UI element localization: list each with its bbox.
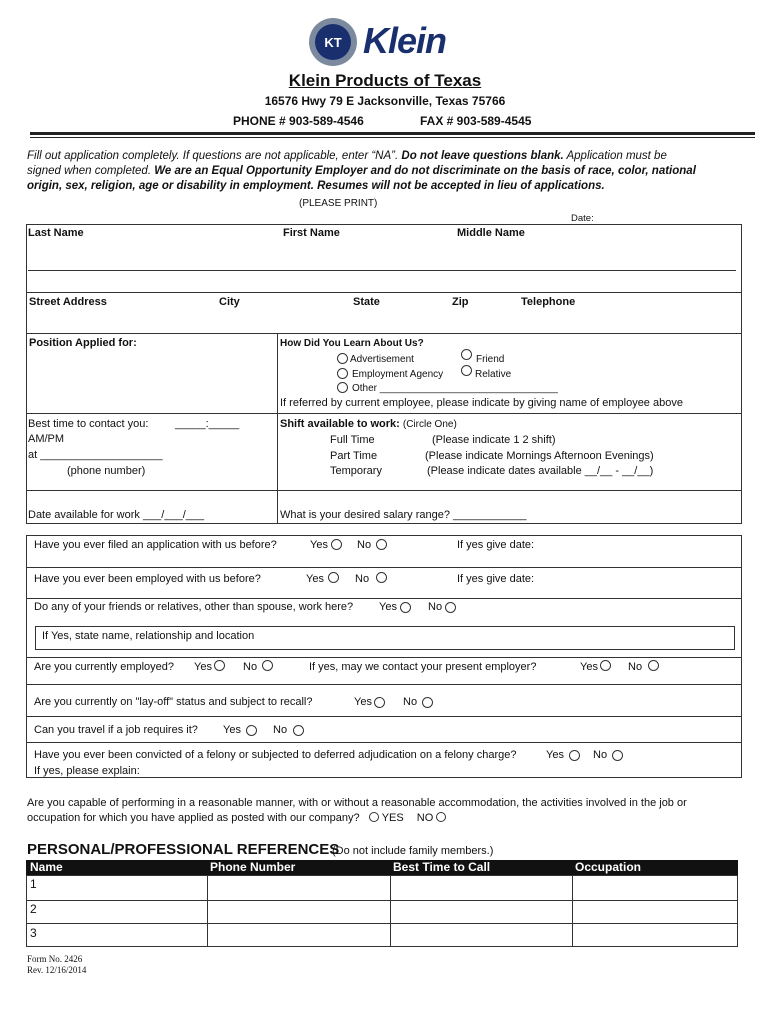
learn-about-label: How Did You Learn About Us? <box>280 338 424 349</box>
date-available-field[interactable]: Date available for work ___/___/___ <box>28 509 205 521</box>
q7-label: Have you ever been convicted of a felony or subjected to deferred adjudication on a felony charge? <box>34 749 517 761</box>
intro-text-3: signed when completed. <box>27 165 152 177</box>
company-address: 16576 Hwy 79 E Jacksonville, Texas 75766 <box>264 94 506 108</box>
form-number: Form No. 2426 <box>27 954 83 964</box>
q4b-no-label: No <box>628 661 643 673</box>
ref-col-name: Name <box>30 860 63 874</box>
q1-no-radio[interactable] <box>376 539 387 550</box>
friend-radio[interactable] <box>461 349 472 360</box>
state-label: State <box>353 296 380 308</box>
employment-agency-radio[interactable] <box>337 368 348 379</box>
q3-divider <box>26 657 742 658</box>
ref-col-divider-3 <box>572 875 573 947</box>
q1-no-label: No <box>357 539 372 551</box>
name-row-divider <box>26 292 742 293</box>
capability-line-2 <box>27 812 446 825</box>
q3-label: Do any of your friends or relatives, other than spouse, work here? <box>34 601 354 613</box>
q2-no-radio[interactable] <box>376 572 387 583</box>
logo-wordmark: Klein <box>363 20 447 61</box>
ref-row-divider-2 <box>26 923 738 924</box>
ref-row-1[interactable]: 1 <box>30 877 37 891</box>
q4b-no-radio[interactable] <box>648 660 659 671</box>
best-time-label: Best time to contact you: <box>28 418 149 430</box>
please-print: (PLEASE PRINT) <box>299 198 378 209</box>
q6-label: Can you travel if a job requires it? <box>34 724 198 736</box>
q6-yes-label: Yes <box>223 724 241 736</box>
other-radio[interactable] <box>337 382 348 393</box>
ampm-label: AM/PM <box>28 433 65 445</box>
position-row-divider <box>26 413 742 414</box>
relative-radio[interactable] <box>461 365 472 376</box>
q7-explain-label: If yes, please explain: <box>34 765 140 777</box>
temporary-option[interactable]: Temporary <box>330 465 382 477</box>
q2-no-label: No <box>355 573 370 585</box>
first-name-label: First Name <box>283 227 340 239</box>
capability-text: occupation for which you have applied as posted with our company? <box>27 812 360 824</box>
references-title: PERSONAL/PROFESSIONAL REFERENCES <box>27 841 340 858</box>
ref-row-2[interactable]: 2 <box>30 902 37 916</box>
shift-title: Shift available to work: <box>280 418 400 430</box>
q1-divider <box>26 567 742 568</box>
shift-label <box>280 418 457 431</box>
city-label: City <box>219 296 240 308</box>
q4b-yes-radio[interactable] <box>600 660 611 671</box>
q1-label: Have you ever filed an application with us before? <box>34 539 277 551</box>
q3-yes-label: Yes <box>379 601 397 613</box>
part-time-option[interactable]: Part Time <box>330 450 378 462</box>
relative-label: Relative <box>475 369 512 380</box>
ref-col-phone: Phone Number <box>210 860 296 874</box>
q4-yes-label: Yes <box>194 661 212 673</box>
temporary-note: (Please indicate dates available __/__ - __/__) <box>427 465 654 477</box>
advertisement-radio[interactable] <box>337 353 348 364</box>
references-table <box>26 860 738 947</box>
telephone-label: Telephone <box>521 296 576 308</box>
friend-label: Friend <box>476 354 505 365</box>
q6-no-label: No <box>273 724 288 736</box>
header-divider <box>30 132 755 135</box>
intro-line-3: origin, sex, religion, age or disability in employment. Resumes will not be accepted in lieu of applications. <box>27 180 605 192</box>
q4-no-label: No <box>243 661 258 673</box>
q4b-label: If yes, may we contact your present employer? <box>309 661 537 673</box>
intro-warning: Do not leave questions blank. <box>401 150 564 162</box>
part-time-note: (Please indicate Mornings Afternoon Evenings) <box>425 450 654 462</box>
q6-yes-radio[interactable] <box>246 725 257 736</box>
header-divider-thin <box>30 137 755 138</box>
position-label: Position Applied for: <box>29 337 137 349</box>
ref-row-3[interactable]: 3 <box>30 926 37 940</box>
circle-one-note: (Circle One) <box>402 419 457 430</box>
capability-no-label: NO <box>416 812 434 824</box>
best-time-field[interactable]: _____:_____ <box>175 418 240 430</box>
q5-no-radio[interactable] <box>422 697 433 708</box>
q4-divider <box>26 684 742 685</box>
q2-divider <box>26 598 742 599</box>
zip-label: Zip <box>452 296 469 308</box>
q3-detail-label: If Yes, state name, relationship and location <box>42 630 255 642</box>
full-time-option[interactable]: Full Time <box>330 434 375 446</box>
phone-number-label: (phone number) <box>67 465 146 477</box>
intro-text: Fill out application completely. If questions are not applicable, enter “NA”. <box>27 150 399 162</box>
q1-yes-radio[interactable] <box>331 539 342 550</box>
q4-label: Are you currently employed? <box>34 661 175 673</box>
q3-no-radio[interactable] <box>445 602 456 613</box>
last-name-label: Last Name <box>28 227 84 239</box>
ref-col-divider-2 <box>390 875 391 947</box>
ref-row-divider-1 <box>26 900 738 901</box>
company-name: Klein Products of Texas <box>288 71 482 90</box>
full-time-note: (Please indicate 1 2 shift) <box>432 434 556 446</box>
q5-no-label: No <box>403 696 418 708</box>
position-divider <box>277 333 278 524</box>
q3-no-label: No <box>428 601 443 613</box>
q1-date-label: If yes give date: <box>457 539 535 551</box>
intro-line-2 <box>27 165 696 178</box>
q5-divider <box>26 716 742 717</box>
q7-no-label: No <box>593 749 608 761</box>
ref-col-occupation: Occupation <box>575 860 642 874</box>
capability-line-1: Are you capable of performing in a reasonable manner, with or without a reasonable accommodation, the activities involved in the job or <box>27 797 687 809</box>
employment-agency-label: Employment Agency <box>352 369 444 380</box>
ref-col-best-time: Best Time to Call <box>393 860 491 874</box>
q2-yes-label: Yes <box>306 573 324 585</box>
intro-text-2: Application must be <box>566 150 667 162</box>
q5-yes-radio[interactable] <box>374 697 385 708</box>
references-note: (Do not include family members.) <box>332 845 494 857</box>
capability-yes-radio[interactable] <box>369 812 379 822</box>
name-field-line[interactable] <box>28 270 736 271</box>
q3-yes-radio[interactable] <box>400 602 411 613</box>
q6-no-radio[interactable] <box>293 725 304 736</box>
date-label: Date: <box>571 213 594 224</box>
q2-label: Have you ever been employed with us before? <box>34 573 261 585</box>
contact-phone-field[interactable]: at ____________________ <box>28 449 163 461</box>
capability-no-radio[interactable] <box>436 812 446 822</box>
q4-no-radio[interactable] <box>262 660 273 671</box>
address-row-divider <box>26 333 742 334</box>
advertisement-label: Advertisement <box>350 354 414 365</box>
q4-yes-radio[interactable] <box>214 660 225 671</box>
svg-text:KT: KT <box>324 35 342 50</box>
intro-line-1 <box>27 150 667 163</box>
q7-yes-label: Yes <box>546 749 564 761</box>
capability-yes-label: YES <box>381 812 404 824</box>
q4b-yes-label: Yes <box>580 661 598 673</box>
company-phone: PHONE # 903-589-4546 <box>233 114 364 128</box>
references-body <box>26 875 738 947</box>
q7-no-radio[interactable] <box>612 750 623 761</box>
intro-eeo: We are an Equal Opportunity Employer and do not discriminate on the basis of race, color, national <box>154 165 696 177</box>
q1-yes-label: Yes <box>310 539 328 551</box>
q5-label: Are you currently on "lay-off" status and subject to recall? <box>34 696 313 708</box>
q2-date-label: If yes give date: <box>457 573 535 585</box>
company-fax: FAX # 903-589-4545 <box>420 114 532 128</box>
referred-note: If referred by current employee, please indicate by giving name of employee above <box>280 397 683 409</box>
other-label: Other ________________________________ <box>352 383 558 394</box>
shift-row-divider <box>26 490 742 491</box>
ref-col-divider-1 <box>207 875 208 947</box>
klein-seal-icon <box>308 17 360 67</box>
street-label: Street Address <box>29 296 107 308</box>
company-logo <box>308 17 478 67</box>
salary-field[interactable]: What is your desired salary range? ____________ <box>280 509 527 521</box>
q2-yes-radio[interactable] <box>328 572 339 583</box>
form-revision: Rev. 12/16/2014 <box>27 965 87 975</box>
q6-divider <box>26 742 742 743</box>
q7-yes-radio[interactable] <box>569 750 580 761</box>
middle-name-label: Middle Name <box>457 227 525 239</box>
q5-yes-label: Yes <box>354 696 372 708</box>
